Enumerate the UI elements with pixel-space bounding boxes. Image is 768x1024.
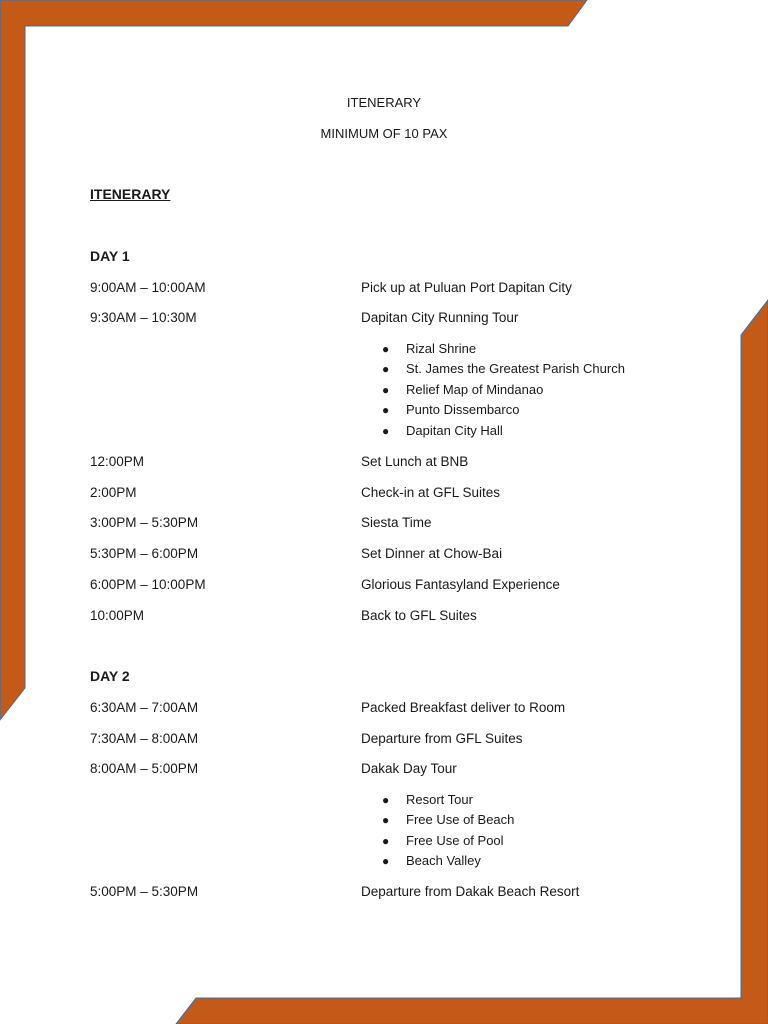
bullet-icon: ● [382,424,390,438]
bullet-icon: ● [382,834,390,848]
bullet-icon: ● [382,854,390,868]
list-item [382,341,476,356]
list-item-label: Relief Map of Mindanao [406,382,544,397]
row-activity: Departure from Dakak Beach Resort [361,884,580,899]
row-time: 6:00PM – 10:00PM [90,577,206,592]
list-item-label: Free Use of Pool [406,833,504,848]
doc-subtitle: MINIMUM OF 10 PAX [320,126,448,141]
doc-title: ITENERARY [346,95,422,110]
list-item [382,833,504,848]
list-item [382,853,481,868]
list-item-label: Free Use of Beach [406,812,515,827]
row-time: 6:30AM – 7:00AM [90,700,199,715]
row-activity: Dapitan City Running Tour [361,310,519,325]
row-activity: Pick up at Puluan Port Dapitan City [361,280,572,295]
day2-heading: DAY 2 [90,668,130,684]
list-item-label: Beach Valley [406,853,481,868]
list-item-label: Dapitan City Hall [406,423,503,438]
list-item-label: Resort Tour [406,792,473,807]
list-item [382,423,503,438]
bullet-icon: ● [382,813,390,827]
row-activity: Departure from GFL Suites [361,731,523,746]
list-item [382,792,473,807]
row-activity: Check-in at GFL Suites [361,485,501,500]
row-time: 3:00PM – 5:30PM [90,515,199,530]
row-time: 5:00PM – 5:30PM [90,884,199,899]
row-activity: Set Dinner at Chow-Bai [361,546,503,561]
row-time: 2:00PM [90,485,137,500]
row-activity: Packed Breakfast deliver to Room [361,700,566,715]
row-activity: Back to GFL Suites [361,608,477,623]
bullet-icon: ● [382,342,390,356]
bullet-icon: ● [382,362,390,376]
row-time: 9:30AM – 10:30M [90,310,197,325]
list-item-label: St. James the Greatest Parish Church [406,361,625,376]
list-item-label: Punto Dissembarco [406,402,520,417]
bullet-icon: ● [382,403,390,417]
row-time: 10:00PM [90,608,145,623]
row-time: 9:00AM – 10:00AM [90,280,206,295]
row-time: 8:00AM – 5:00PM [90,761,199,776]
bullet-icon: ● [382,383,390,397]
list-item [382,402,519,417]
section-heading: ITENERARY [90,186,171,202]
row-time: 7:30AM – 8:00AM [90,731,199,746]
list-item [382,361,625,376]
row-time: 12:00PM [90,454,145,469]
row-time: 5:30PM – 6:00PM [90,546,199,561]
list-item [382,382,543,397]
list-item [382,812,514,827]
row-activity: Set Lunch at BNB [361,454,469,469]
day1-heading: DAY 1 [90,248,130,264]
row-activity: Glorious Fantasyland Experience [361,577,560,592]
row-activity: Dakak Day Tour [361,761,457,776]
bullet-icon: ● [382,793,390,807]
row-activity: Siesta Time [361,515,432,530]
list-item-label: Rizal Shrine [406,341,477,356]
